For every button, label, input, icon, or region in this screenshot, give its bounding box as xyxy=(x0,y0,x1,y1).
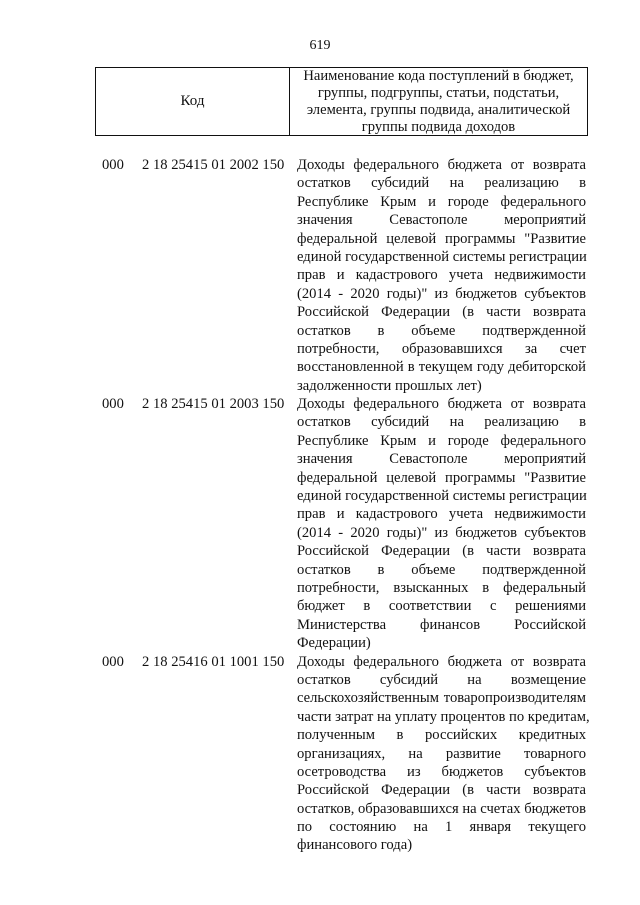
header-name-line: группы, подгруппы, статьи, подстатьи, xyxy=(317,84,560,101)
header-name-line: элемента, группы подвида, аналитической xyxy=(306,101,571,118)
description-line: Республике Крым и городе федерального xyxy=(297,432,586,449)
entries-list xyxy=(0,156,640,855)
list-item xyxy=(0,653,640,855)
description-line: Министерства финансов Российской xyxy=(297,616,586,633)
table-header xyxy=(95,67,588,136)
page-number: 619 xyxy=(309,38,331,53)
description-line: остатков субсидий на возмещение xyxy=(297,671,586,688)
entry-description xyxy=(297,156,586,395)
description-line: сельскохозяйственным товаропроизводителям xyxy=(297,690,586,707)
description-line: части затрат на уплату процентов по кредитам, xyxy=(297,708,590,725)
description-line: задолженности прошлых лет) xyxy=(297,377,482,394)
description-line: Российской Федерации (в части возврата xyxy=(297,543,586,560)
description-line: значения Севастополе мероприятий xyxy=(297,212,586,229)
description-line: остатков, образовавшихся на счетах бюджетов xyxy=(297,800,586,817)
description-line: Республике Крым и городе федерального xyxy=(297,193,586,210)
description-line: прав и кадастрового учета недвижимости xyxy=(297,506,586,523)
description-line: остатков субсидий на реализацию в xyxy=(297,414,586,431)
description-line: значения Севастополе мероприятий xyxy=(297,451,586,468)
header-name-line: группы подвида доходов xyxy=(361,118,516,135)
description-line: единой государственной системы регистрации xyxy=(297,488,587,505)
entry-prefix: 000 xyxy=(102,653,124,670)
description-line: организациях, на развитие товарного xyxy=(297,745,586,762)
description-line: Доходы федерального бюджета от возврата xyxy=(297,653,586,670)
entry-description xyxy=(297,653,590,855)
description-line: остатков в объеме подтвержденной xyxy=(297,561,586,578)
entry-code: 2 18 25416 01 1001 150 xyxy=(142,653,285,670)
entry-code: 2 18 25415 01 2003 150 xyxy=(142,396,285,413)
description-line: (2014 - 2020 годы)" из бюджетов субъектов xyxy=(297,285,586,302)
description-line: Федерации) xyxy=(297,635,371,652)
description-line: Доходы федерального бюджета от возврата xyxy=(297,396,586,413)
description-line: Доходы федерального бюджета от возврата xyxy=(297,157,586,173)
description-line: восстановленной в текущем году дебиторской xyxy=(297,359,586,376)
description-line: финансового года) xyxy=(297,837,413,854)
description-line: федеральной целевой программы "Развитие xyxy=(297,469,586,486)
description-line: единой государственной системы регистрации xyxy=(297,248,587,265)
description-line: потребности, взысканных в федеральный xyxy=(297,579,586,596)
entry-description xyxy=(297,395,586,652)
description-line: остатков в объеме подтвержденной xyxy=(297,322,586,339)
description-line: Российской Федерации (в части возврата xyxy=(297,782,586,799)
description-line: бюджет в соответствии с решениями xyxy=(297,598,586,615)
description-line: прав и кадастрового учета недвижимости xyxy=(297,267,586,284)
list-item xyxy=(0,395,640,652)
header-name-line: Наименование кода поступлений в бюджет, xyxy=(303,67,574,84)
list-item xyxy=(0,156,640,395)
description-line: потребности, образовавшихся за счет xyxy=(297,340,586,357)
description-line: (2014 - 2020 годы)" из бюджетов субъектов xyxy=(297,524,586,541)
description-line: полученным в российских кредитных xyxy=(297,727,586,744)
entry-code: 2 18 25415 01 2002 150 xyxy=(142,157,285,173)
description-line: Российской Федерации (в части возврата xyxy=(297,304,586,321)
header-name-column xyxy=(290,68,587,135)
description-line: по состоянию на 1 января текущего xyxy=(297,819,586,836)
description-line: остатков субсидий на реализацию в xyxy=(297,175,586,192)
entry-prefix: 000 xyxy=(102,157,124,173)
header-code-column: Код xyxy=(96,68,290,135)
entry-prefix: 000 xyxy=(102,396,124,413)
description-line: осетроводства из бюджетов субъектов xyxy=(297,763,586,780)
description-line: федеральной целевой программы "Развитие xyxy=(297,230,586,247)
